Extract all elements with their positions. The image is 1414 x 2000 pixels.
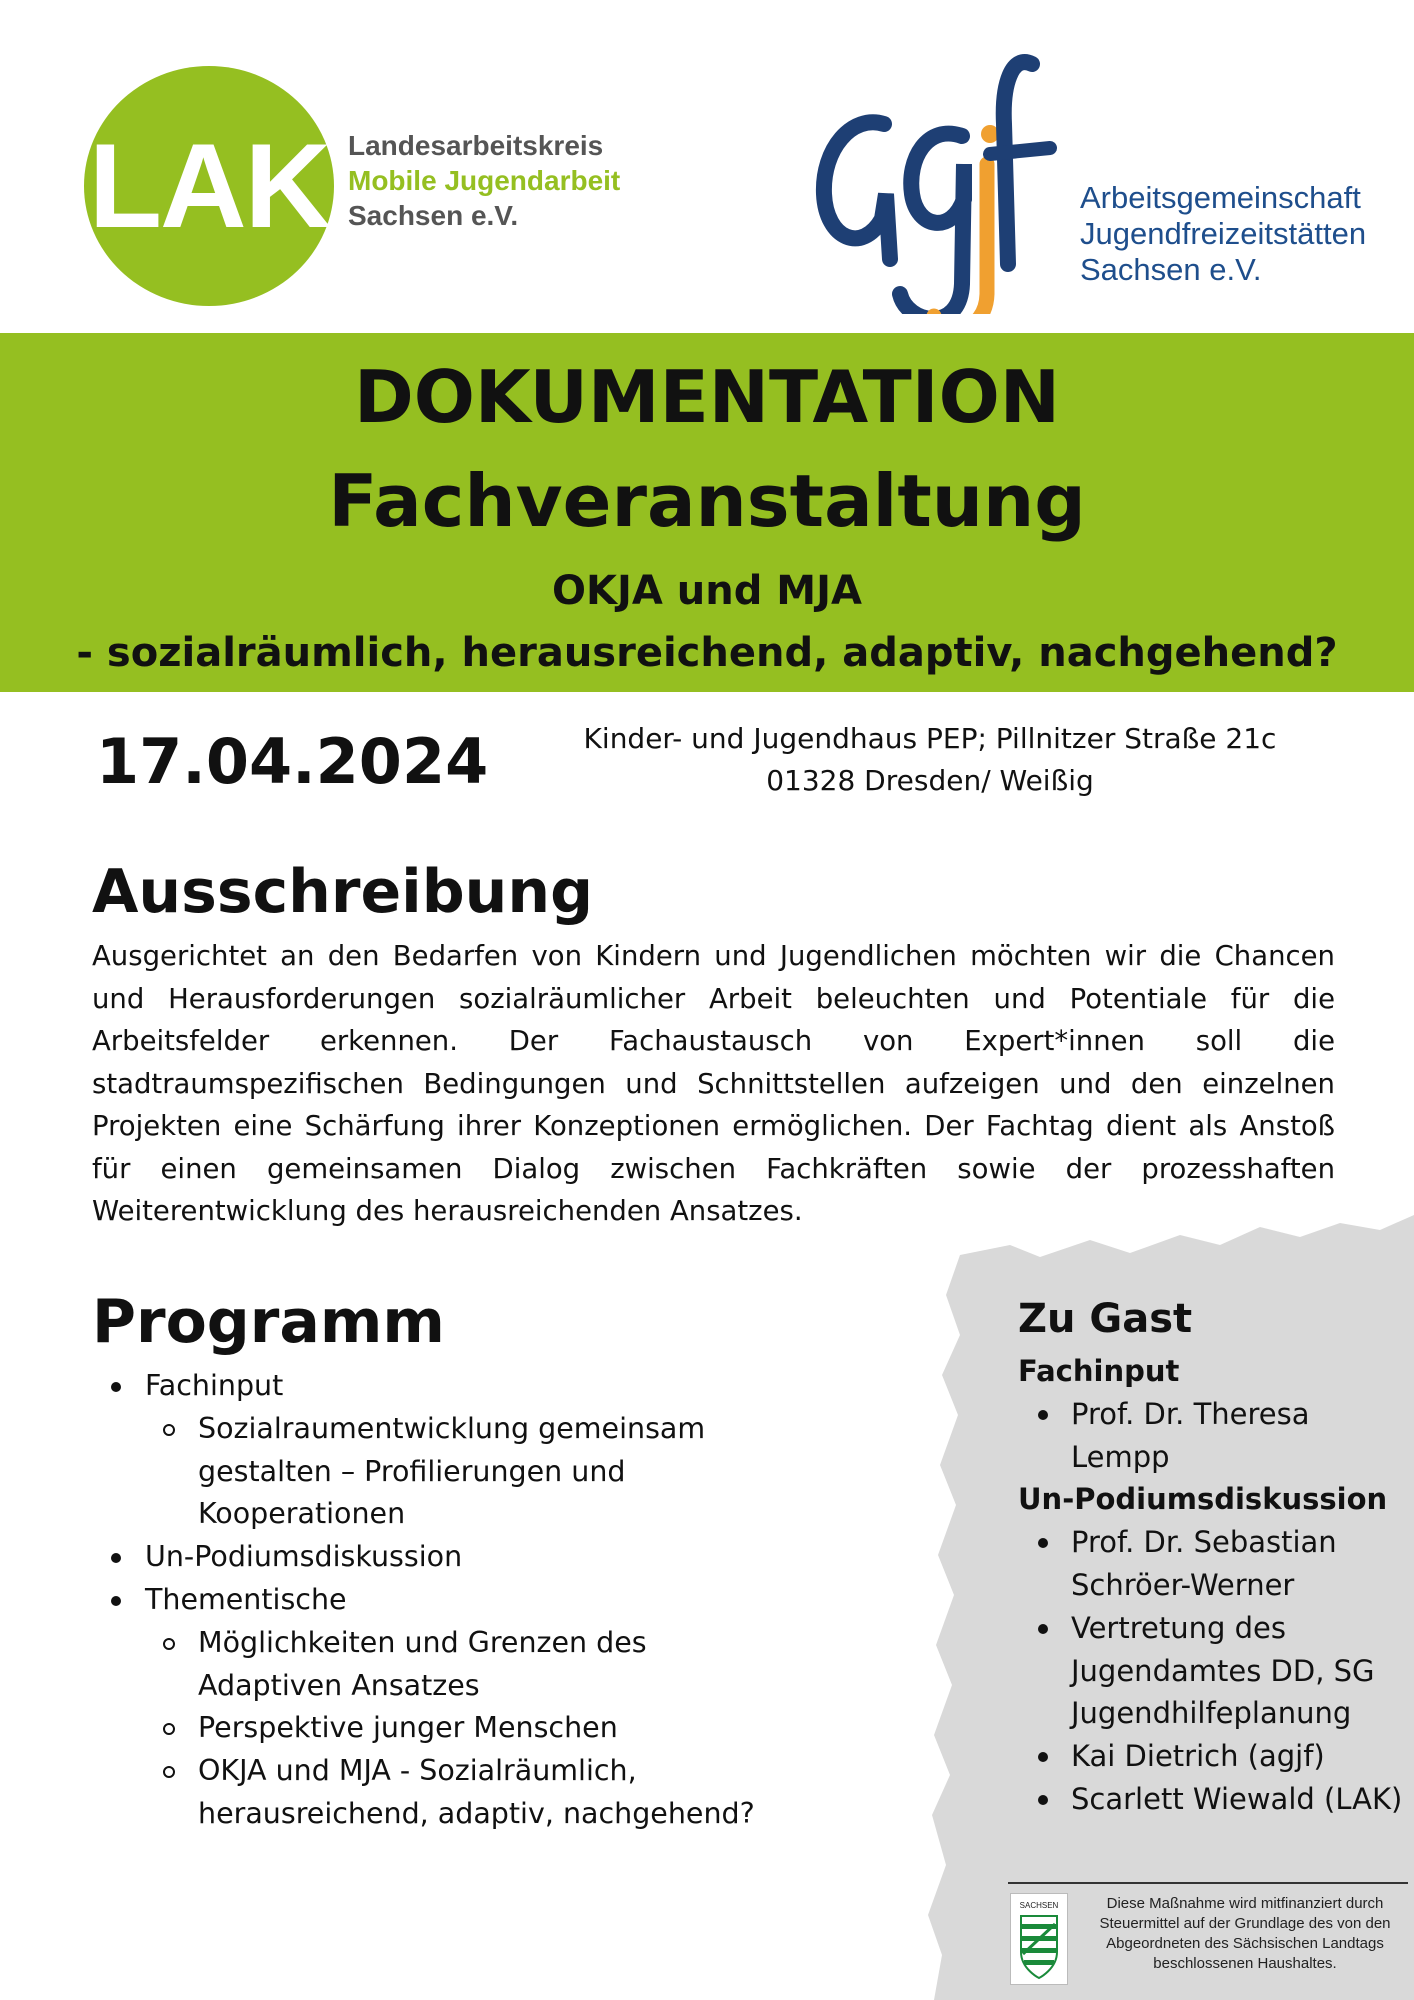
event-date: 17.04.2024	[96, 725, 489, 798]
guest-section-title: Un-Podiumsdiskussion	[1018, 1482, 1388, 1517]
lak-name-line1: Landesarbeitskreis	[348, 130, 604, 161]
programm-list	[92, 1365, 792, 1836]
programm-heading: Programm	[92, 1287, 445, 1357]
venue-line2: 01328 Dresden/ Weißig	[766, 764, 1094, 797]
footer-divider	[1008, 1882, 1408, 1884]
title-banner	[0, 333, 1414, 692]
ausschreibung-heading: Ausschreibung	[92, 857, 594, 927]
programm-subitem: Perspektive junger Menschen	[92, 1707, 792, 1750]
event-venue	[540, 718, 1320, 802]
programm-subitem: OKJA und MJA - Sozialräumlich, herausreichend, adaptiv, nachgehend?	[92, 1750, 792, 1836]
guest-heading: Zu Gast	[1018, 1296, 1193, 1342]
programm-item: Fachinput	[92, 1365, 792, 1408]
agjf-logo-mark	[812, 54, 1062, 314]
agjf-name-line2: Jugendfreizeitstätten	[1080, 216, 1367, 251]
lak-name-line3: Sachsen e.V.	[348, 200, 519, 231]
venue-line1: Kinder- und Jugendhaus PEP; Pillnitzer Straße 21c	[583, 722, 1277, 755]
agjf-name-line1: Arbeitsgemeinschaft	[1080, 180, 1361, 215]
lak-logo-text	[348, 128, 620, 233]
lak-name-line2: Mobile Jugendarbeit	[348, 165, 621, 196]
banner-title-line1: DOKUMENTATION	[353, 355, 1061, 439]
programm-subitem: Möglichkeiten und Grenzen des Adaptiven Ansatzes	[92, 1622, 792, 1708]
guest-list	[1018, 1290, 1408, 1821]
sachsen-coat-of-arms	[1010, 1893, 1068, 1985]
lak-logo-letters: LAK	[88, 119, 330, 253]
guest-item: Kai Dietrich (agjf)	[1018, 1735, 1408, 1778]
guest-item: Prof. Dr. Sebastian Schröer-Werner	[1018, 1521, 1408, 1607]
programm-subitem: Sozialraumentwicklung gemeinsam gestalten – Profilierungen und Kooperationen	[92, 1408, 792, 1536]
ausschreibung-text: Ausgerichtet an den Bedarfen von Kindern und Jugendlichen möchten wir die Chancen und Herausforderungen sozialräumlicher Arbeit beleuchten und Potentiale für die Arbeitsfelder erkennen. Der Fachaustausch von Expert*innen soll die stadtraumspezifischen Bedingungen und Schnittstellen aufzeigen und den einzelnen Projekten eine Schärfung ihrer Konzeptionen ermöglichen. Der Fachtag dient als Anstoß für einen gemeinsamen Dialog zwischen Fachkräften sowie der prozesshaften Weiterentwicklung des herausreichenden Ansatzes.	[92, 940, 1335, 1227]
guest-section-title: Fachinput	[1018, 1354, 1180, 1388]
programm-item: Thementische	[92, 1579, 792, 1622]
agjf-name-line3: Sachsen e.V.	[1080, 252, 1262, 287]
agjf-logo-text	[1080, 180, 1366, 288]
funding-notice: Diese Maßnahme wird mitfinanziert durch Steuermittel auf der Grundlage des von den Abgeordneten des Sächsischen Landtags beschlossenen Haushaltes.	[1099, 1895, 1391, 1972]
guest-item: Prof. Dr. Theresa Lempp	[1018, 1393, 1408, 1479]
banner-subtitle-line2: - sozialräumlich, herausreichend, adaptiv, nachgehend?	[76, 630, 1338, 676]
programm-item: Un-Podiumsdiskussion	[92, 1536, 792, 1579]
guest-item: Vertretung des Jugendamtes DD, SG Jugendhilfeplanung	[1018, 1607, 1408, 1735]
banner-subtitle-line1: OKJA und MJA	[552, 568, 862, 614]
banner-title-line2: Fachveranstaltung	[328, 459, 1086, 543]
sachsen-label: SACHSEN	[1019, 1901, 1059, 1910]
guest-item: Scarlett Wiewald (LAK)	[1018, 1778, 1408, 1821]
lak-logo-mark	[84, 66, 334, 306]
